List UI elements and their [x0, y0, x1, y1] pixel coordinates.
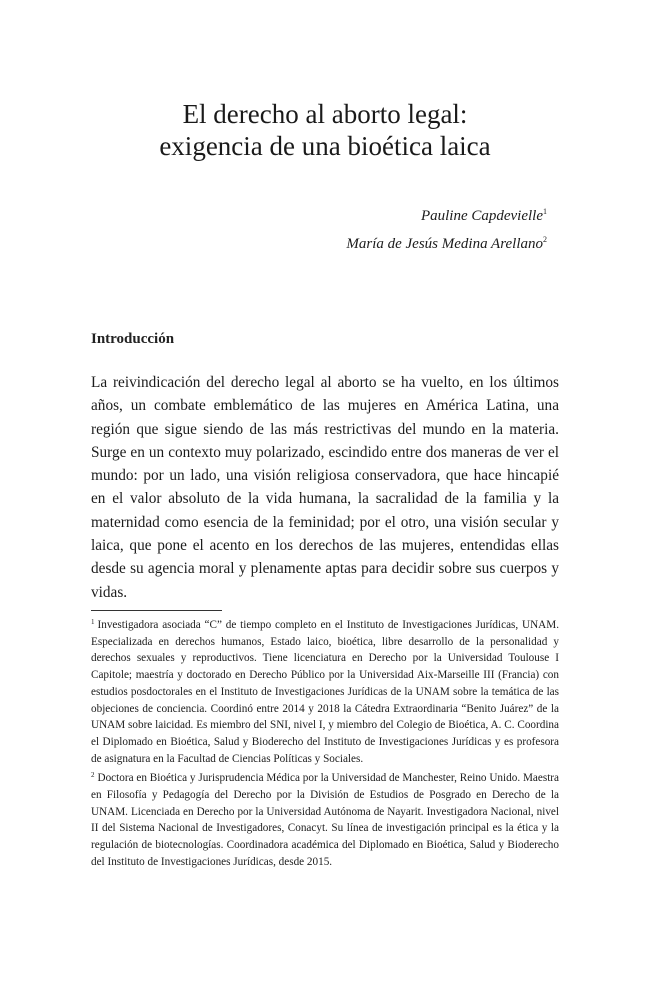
footnote-divider	[91, 610, 222, 611]
author-name: María de Jesús Medina Arellano	[346, 236, 543, 252]
footnote-ref[interactable]: 1	[543, 207, 547, 216]
footnote-2	[91, 767, 559, 870]
footnote-text: Doctora en Bioética y Jurisprudencia Médica por la Universidad de Manchester, Reino Unido. Maestra en Filosofía y Pedagogía del Derecho por la División de Estudios de Posgrado en Derecho de la UNAM. Licenciada en Derecho por la Universidad Autónoma de Nayarit. Investigadora Nacional, nivel II del Sistema Nacional de Investigadores, Conacyt. Su línea de investigación principal es la ética y la regulación de biotecnologías. Coordinadora académica del Diplomado en Bioética, Salud y Bioderecho del Instituto de Investigaciones Jurídicas, desde 2015.	[91, 772, 559, 868]
body-paragraph: La reivindicación del derecho legal al aborto se ha vuelto, en los últimos años, un combate emblemático de las mujeres en América Latina, una región que sigue siendo de las más restrictivas del mundo en la materia. Surge en un contexto muy polarizado, escindido entre dos maneras de ver el mundo: por un lado, una visión religiosa conservadora, que hace hincapié en el valor absoluto de la vida humana, la sacralidad de la familia y la maternidad como esencia de la feminidad; por el otro, una visión secular y laica, que pone el acento en los derechos de las mujeres, entendidas ellas desde su agencia moral y plenamente aptas para decidir sobre sus cuerpos y vidas.	[91, 374, 559, 601]
footnote-1	[91, 614, 559, 767]
footnote-mark: 2	[91, 771, 95, 780]
author-1	[346, 200, 547, 228]
article-title	[0, 98, 650, 162]
footnote-ref[interactable]: 2	[543, 235, 547, 244]
author-2	[346, 228, 547, 256]
footnote-text: Investigadora asociada “C” de tiempo completo en el Instituto de Investigaciones Jurídicas, UNAM. Especializada en derechos humanos, Estado laico, bioética, libre desarrollo de la personalidad y derechos sexuales y reproductivos. Tiene licenciatura en Derecho por la Universidad Toulouse I Capitole; maestría y doctorado en Derecho Público por la Universidad Aix-Marseille III (Francia) con estudios posdoctorales en el Instituto de Investigaciones Jurídicas de la UNAM sobre la temática de las objeciones de conciencia. Coordinó entre 2014 y 2018 la Cátedra Extraordinaria “Benito Juárez” de la UNAM sobre laicidad. Es miembro del SNI, nivel I, y miembro del Colegio de Bioética, A. C. Coordina el Diplomado en Bioética, Salud y Bioderecho del Instituto de Investigaciones Jurídicas y es profesora de asignatura en la Facultad de Ciencias Políticas y Sociales.	[91, 619, 559, 765]
author-name: Pauline Capdevielle	[420, 208, 543, 224]
section-heading: Introducción	[91, 331, 175, 347]
footnotes	[91, 614, 559, 871]
title-line-2: exigencia de una bioética laica	[159, 131, 491, 161]
footnote-mark: 1	[91, 618, 95, 626]
author-list	[346, 200, 547, 256]
title-line-1: El derecho al aborto legal:	[182, 99, 468, 129]
